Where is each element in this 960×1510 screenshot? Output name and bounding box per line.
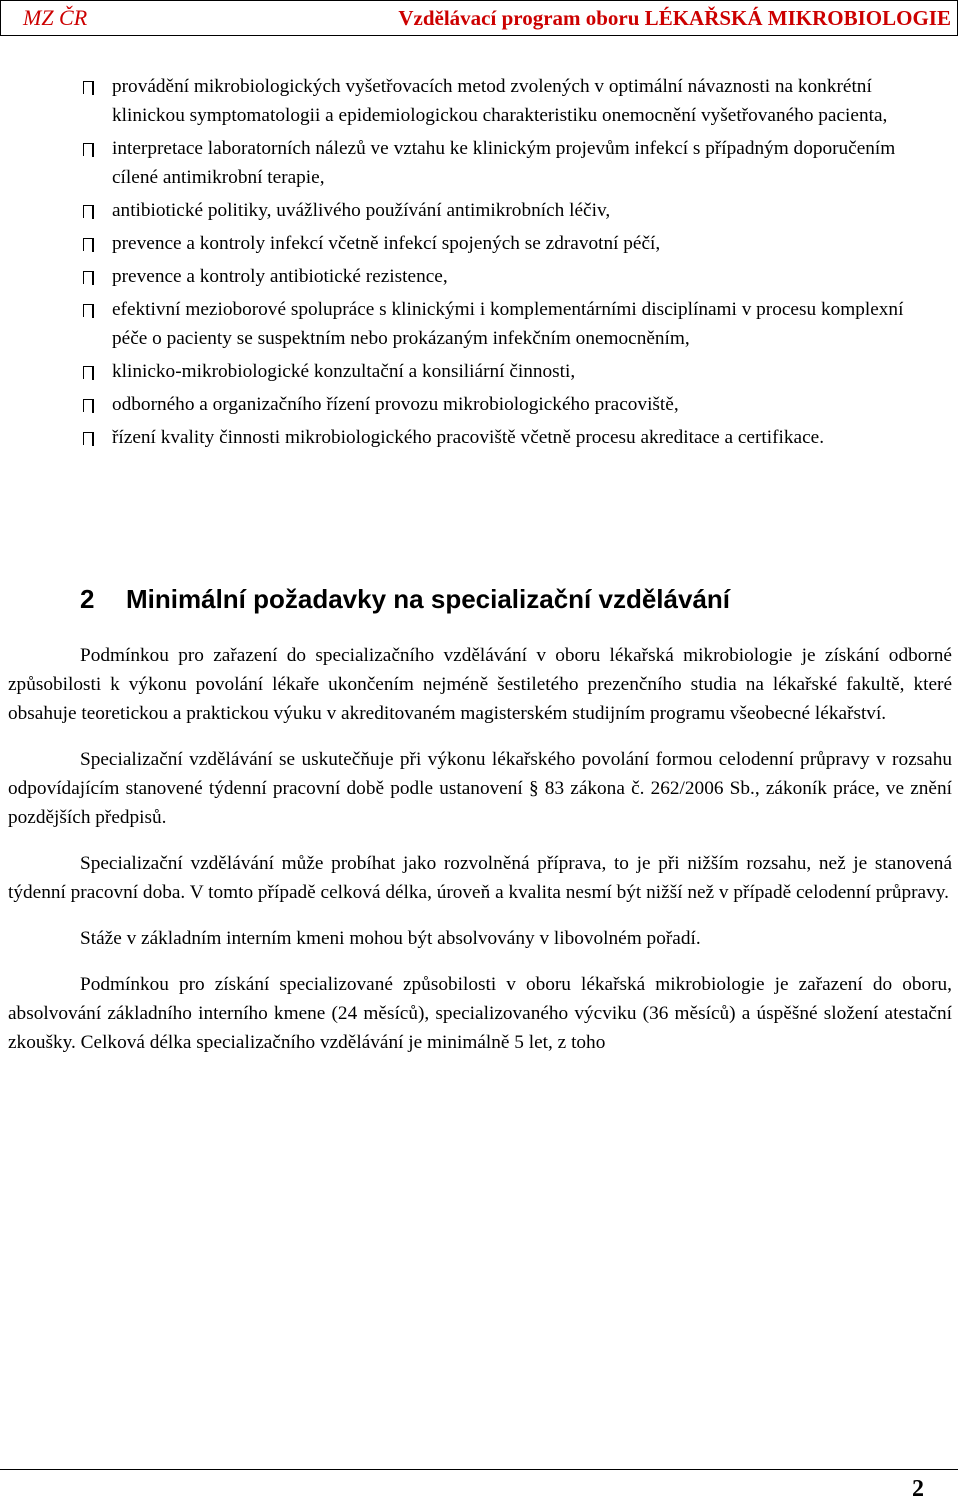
list-item: řízení kvality činnosti mikrobiologického pracoviště včetně procesu akreditace a certifikace. bbox=[80, 423, 940, 452]
section-body bbox=[8, 641, 952, 1074]
checkbox-bullet-icon bbox=[83, 143, 92, 152]
paragraph: Podmínkou pro zařazení do specializačního vzdělávání v oboru lékařská mikrobiologie je získání odborné způsobilosti k výkonu povolání lékaře ukončením nejméně šestiletého prezenčního studia na lékařské fakultě, které obsahuje teoretickou a praktickou výuku v akreditovaném magisterském studijním programu všeobecné lékařství. bbox=[8, 645, 952, 724]
list-item: klinicko-mikrobiologické konzultační a konsiliární činnosti, bbox=[80, 357, 940, 386]
page-header bbox=[0, 0, 958, 36]
checkbox-bullet-icon bbox=[83, 205, 92, 214]
checkbox-bullet-icon bbox=[83, 432, 92, 441]
section-heading bbox=[80, 579, 730, 619]
checkbox-bullet-icon bbox=[83, 366, 92, 375]
list-item: interpretace laboratorních nálezů ve vztahu ke klinickým projevům infekcí s případným doporučením cílené antimikrobní terapie, bbox=[80, 134, 940, 192]
paragraph: Specializační vzdělávání může probíhat jako rozvolněná příprava, to je při nižším rozsahu, než je stanovená týdenní pracovní doba. V tomto případě celková délka, úroveň a kvalita nesmí být nižší než v případě celodenní průpravy. bbox=[8, 853, 952, 903]
paragraph: Stáže v základním interním kmeni mohou být absolvovány v libovolném pořadí. bbox=[80, 928, 701, 949]
competency-list bbox=[80, 72, 940, 456]
list-item: antibiotické politiky, uvážlivého používání antimikrobních léčiv, bbox=[80, 196, 940, 225]
checkbox-bullet-icon bbox=[83, 81, 92, 90]
list-item: prevence a kontroly infekcí včetně infekcí spojených se zdravotní péčí, bbox=[80, 229, 940, 258]
list-item: provádění mikrobiologických vyšetřovacích metod zvolených v optimální návaznosti na konkrétní klinickou symptomatologii a epidemiologickou charakteristiku onemocnění vyšetřovaného pacienta, bbox=[80, 72, 940, 130]
checkbox-bullet-icon bbox=[83, 304, 92, 313]
checkbox-bullet-icon bbox=[83, 271, 92, 280]
section-title-text: Minimální požadavky na specializační vzdělávání bbox=[126, 584, 731, 614]
paragraph: Specializační vzdělávání se uskutečňuje při výkonu lékařského povolání formou celodenní průpravy v rozsahu odpovídajícím stanovené týdenní pracovní době podle ustanovení § 83 zákona č. 262/2006 Sb., zákoník práce, ve znění pozdějších předpisů. bbox=[8, 749, 952, 828]
list-item: odborného a organizačního řízení provozu mikrobiologického pracoviště, bbox=[80, 390, 940, 419]
header-document-title: Vzdělávací program oboru LÉKAŘSKÁ MIKROBIOLOGIE bbox=[398, 5, 951, 30]
list-item: prevence a kontroly antibiotické rezistence, bbox=[80, 262, 940, 291]
list-item: efektivní mezioborové spolupráce s klinickými i komplementárními disciplínami v procesu komplexní péče o pacienty se suspektním nebo prokázaným infekčním onemocněním, bbox=[80, 295, 940, 353]
paragraph: Podmínkou pro získání specializované způsobilosti v oboru lékařská mikrobiologie je zařazení do oboru, absolvování základního interního kmene (24 měsíců), specializovaného výcviku (36 měsíců) a úspěšné složení atestační zkoušky. Celková délka specializačního vzdělávání je minimálně 5 let, z toho bbox=[8, 974, 952, 1053]
section-number: 2 bbox=[80, 584, 95, 614]
checkbox-bullet-icon bbox=[83, 399, 92, 408]
page-number: 2 bbox=[0, 1469, 958, 1509]
checkbox-bullet-icon bbox=[83, 238, 92, 247]
header-ministry: MZ ČR bbox=[23, 5, 88, 30]
